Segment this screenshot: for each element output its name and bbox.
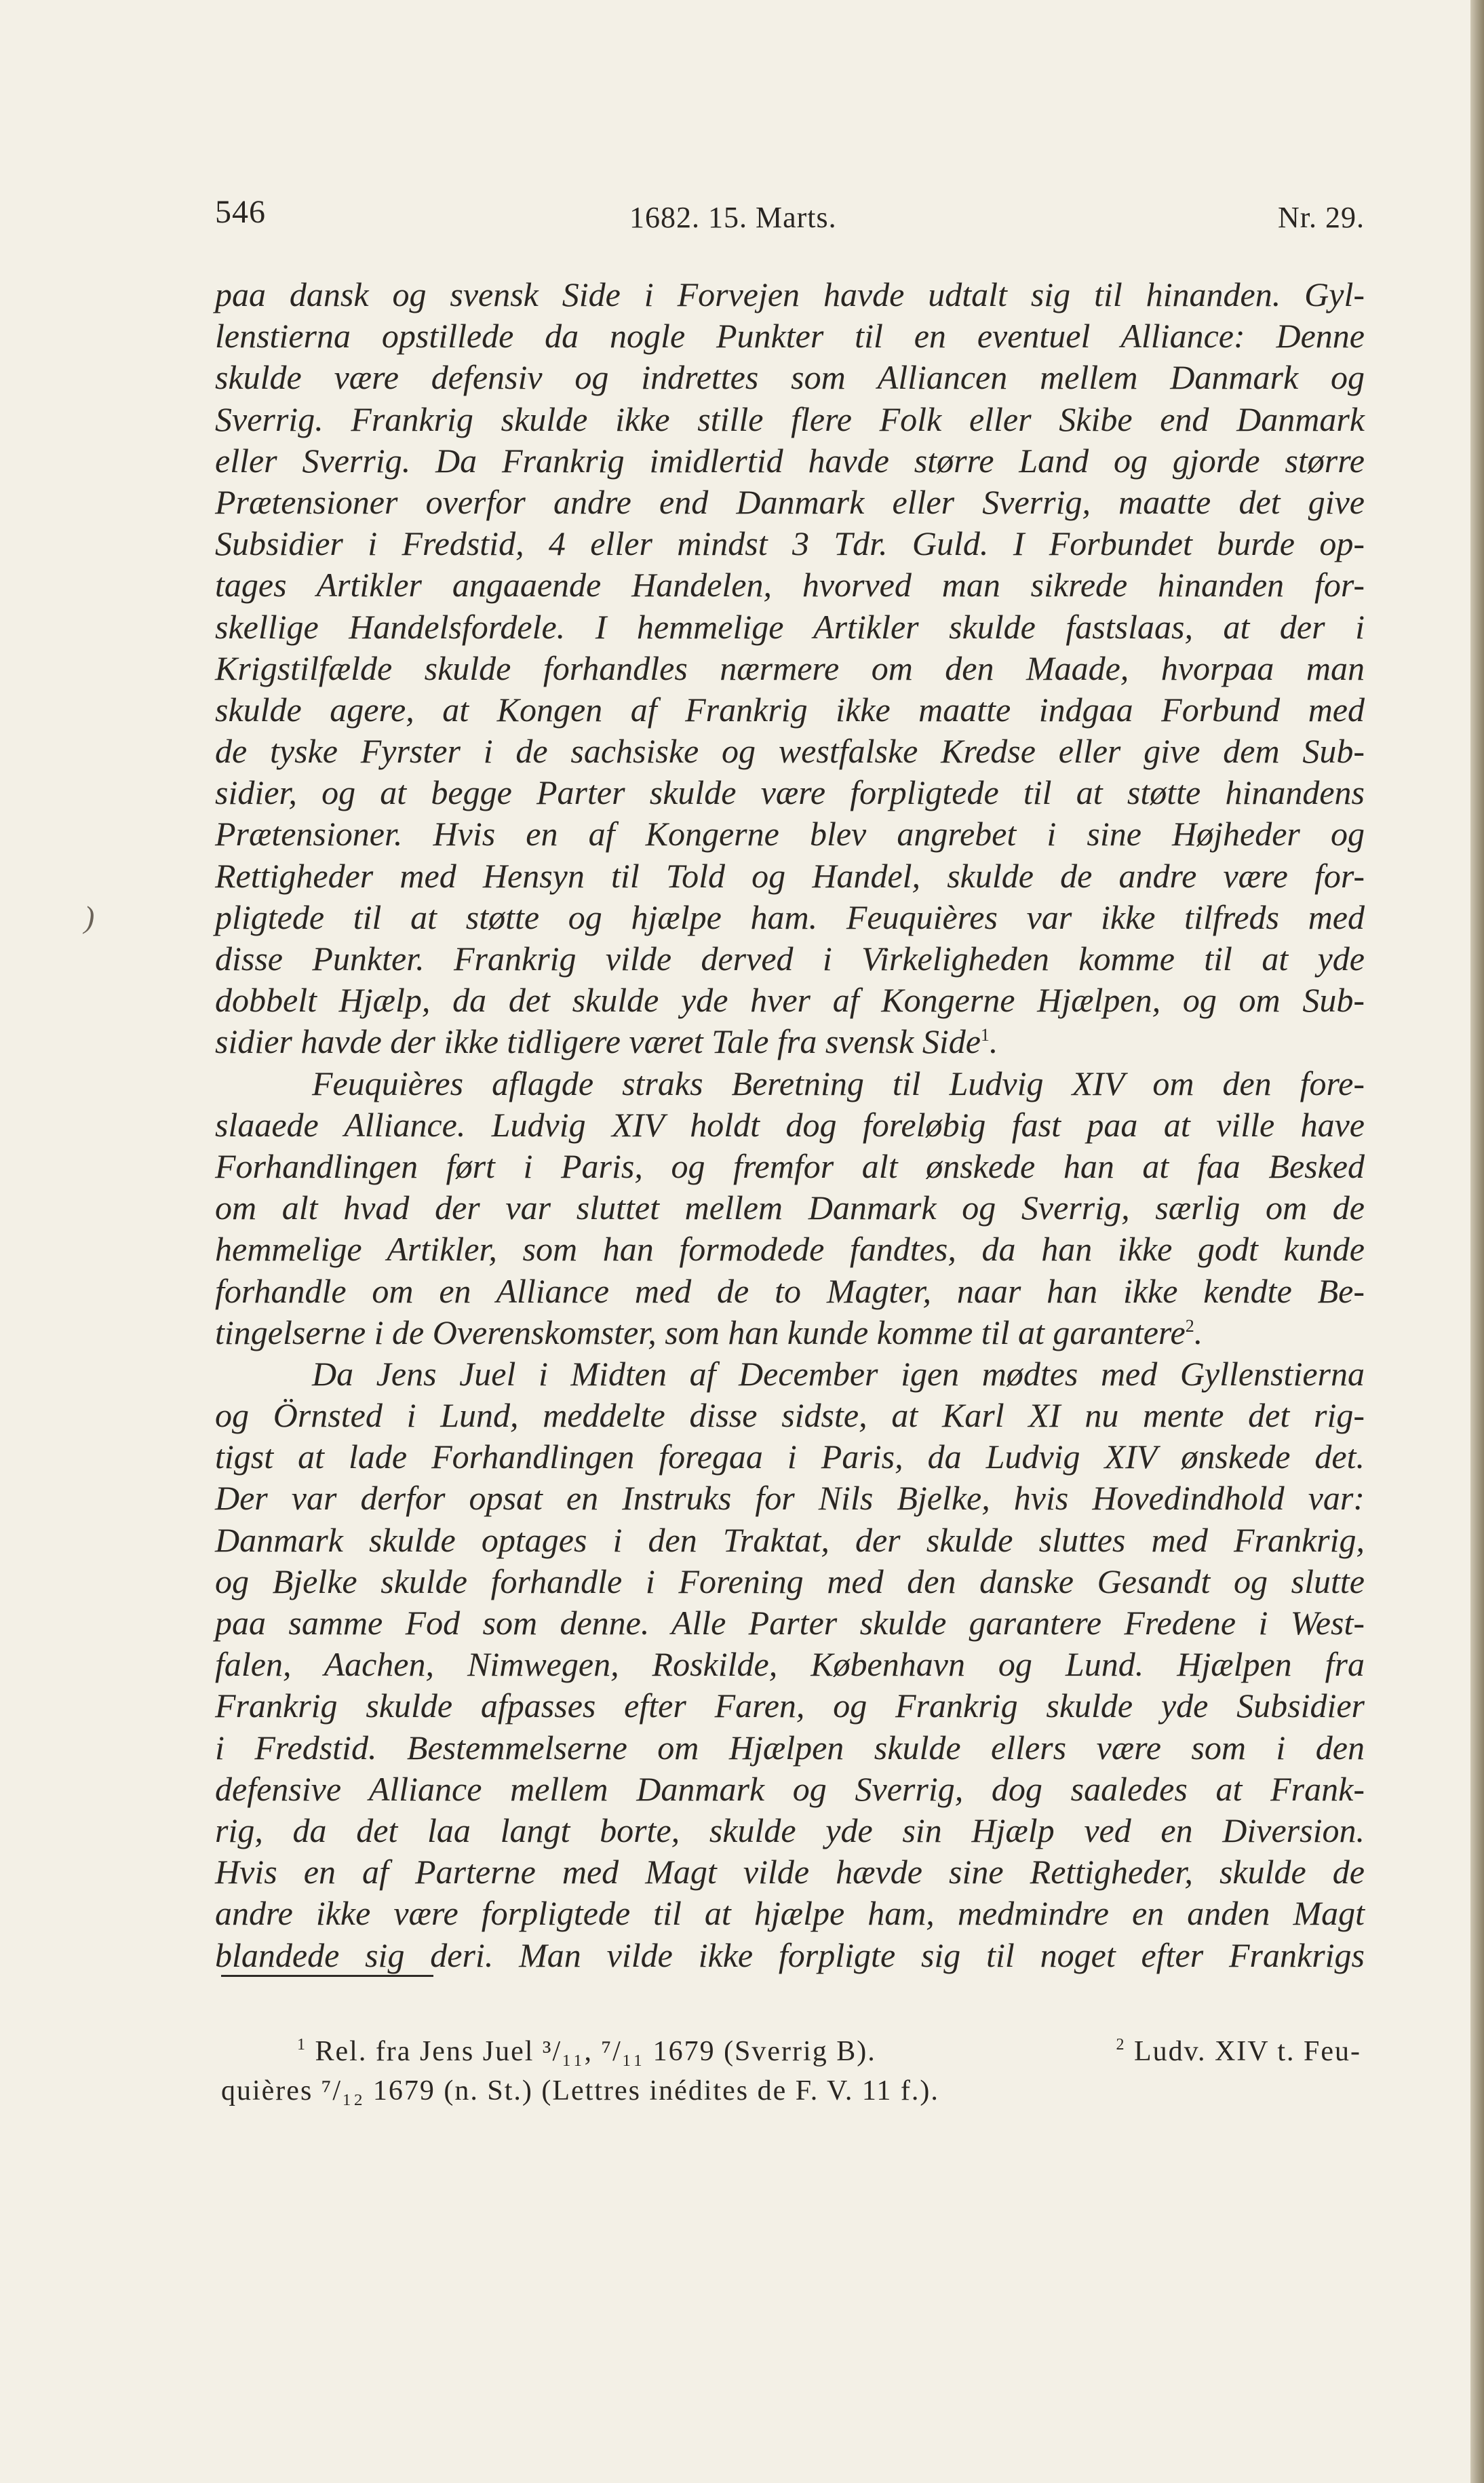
text-line: lenstierna opstillede da nogle Punkter til en eventuel Alliance: Denne (215, 317, 1365, 355)
text-line: Sverrig. Frankrig skulde ikke stille flere Folk eller Skibe end Danmark (215, 400, 1365, 438)
text-line: sidier, og at begge Parter skulde være forpligtede til at støtte hinandens (215, 773, 1365, 812)
page-edge-shadow (1470, 0, 1484, 2483)
text-line: Feuquières aflagde straks Beretning til Ludvig XIV om den fore- (312, 1064, 1365, 1102)
text-line: forhandle om en Alliance med de to Magter, naar han ikke kendte Be- (215, 1271, 1365, 1310)
footnote-ref: 2 (1185, 1315, 1194, 1336)
text-line: hemmelige Artikler, som han formodede fandtes, da han ikke godt kunde (215, 1230, 1365, 1269)
running-header (215, 193, 1365, 248)
page-number: 546 (215, 194, 266, 230)
text-line: Hvis en af Parterne med Magt vilde hævde sine Rettigheder, skulde de (215, 1853, 1365, 1891)
footnote-1-text: Rel. fra Jens Juel ³/₁₁, ⁷/₁₁ 1679 (Sverrig B). (315, 2036, 876, 2067)
text-line: skulde være defensiv og indrettes som Alliancen mellem Danmark og (215, 358, 1365, 397)
text-line: Subsidier i Fredstid, 4 eller mindst 3 Tdr. Guld. I Forbundet burde op- (215, 524, 1365, 563)
footnote-2-mark: 2 (1116, 2036, 1126, 2054)
margin-mark: ) (84, 900, 95, 934)
text-line: slaaede Alliance. Ludvig XIV holdt dog foreløbig fast paa at ville have (215, 1105, 1365, 1144)
footnote-ref: 1 (980, 1025, 990, 1045)
text-line: Prætensioner overfor andre end Danmark eller Sverrig, maatte det give (215, 482, 1365, 521)
text-line: og Bjelke skulde forhandle i Forening med den danske Gesandt og slutte (215, 1562, 1365, 1600)
text-line: defensive Alliance mellem Danmark og Sverrig, dog saaledes at Frank- (215, 1769, 1365, 1808)
text-line-content: sidier havde der ikke tidligere været Tale fra svensk Side (215, 1022, 981, 1061)
footnote-line (221, 2032, 1361, 2071)
text-line: andre ikke være forpligtede til at hjælpe ham, medmindre en anden Magt (215, 1894, 1365, 1933)
text-line: tages Artikler angaaende Handelen, hvorved man sikrede hinanden for- (215, 566, 1365, 604)
footnote-2 (1116, 2032, 1361, 2071)
text-line: skellige Handelsfordele. I hemmelige Artikler skulde fastslaas, at der i (215, 607, 1365, 646)
text-line: Frankrig skulde afpasses efter Faren, og Frankrig skulde yde Subsidier (215, 1687, 1365, 1725)
text-line: skulde agere, at Kongen af Frankrig ikke maatte indgaa Forbund med (215, 690, 1365, 729)
header-date: 1682. 15. Marts. (629, 201, 837, 234)
text-line-content: tingelserne i de Overenskomster, som han kunde komme til at garantere (215, 1313, 1186, 1351)
text-line: paa samme Fod som denne. Alle Parter skulde garantere Fredene i West- (215, 1604, 1365, 1642)
footnote-divider (221, 1975, 433, 1977)
text-line: falen, Aachen, Nimwegen, Roskilde, København og Lund. Hjælpen fra (215, 1645, 1365, 1684)
text-line: Krigstilfælde skulde forhandles nærmere om den Maade, hvorpaa man (215, 649, 1365, 687)
text-line: om alt hvad der var sluttet mellem Danmark og Sverrig, særlig om de (215, 1189, 1365, 1227)
text-line: paa dansk og svensk Side i Forvejen havde udtalt sig til hinanden. Gyl- (215, 275, 1365, 313)
footnotes (221, 2032, 1361, 2111)
text-line: tingelserne i de Overenskomster, som han kunde komme til at garantere$^2$. (215, 1313, 1203, 1351)
text-line: disse Punkter. Frankrig vilde derved i Virkeligheden komme til at yde (215, 940, 1365, 978)
text-line: blandede sig deri. Man vilde ikke forpligte sig til noget efter Frankrigs (215, 1936, 1365, 1974)
text-line: Der var derfor opsat en Instruks for Nils Bjelke, hvis Hovedindhold var: (215, 1479, 1365, 1518)
text-line: Da Jens Juel i Midten af December igen mødtes med Gyllenstierna (312, 1354, 1365, 1393)
text-line: Danmark skulde optages i den Traktat, der skulde sluttes med Frankrig, (215, 1520, 1365, 1559)
footnote-2-text: Ludv. XIV t. Feu- (1134, 2036, 1361, 2067)
text-line: eller Sverrig. Da Frankrig imidlertid havde større Land og gjorde større (215, 441, 1365, 480)
footnote-line: quières ⁷/₁₂ 1679 (n. St.) (Lettres inédites de F. V. 11 f.). (221, 2075, 939, 2106)
text-line: pligtede til at støtte og hjælpe ham. Feuquières var ikke tilfreds med (215, 898, 1365, 936)
text-line: og Örnsted i Lund, meddelte disse sidste, at Karl XI nu mente det rig- (215, 1396, 1365, 1435)
text-line: i Fredstid. Bestemmelserne om Hjælpen skulde ellers være som i den (215, 1728, 1365, 1767)
text-line: Forhandlingen ført i Paris, og fremfor alt ønskede han at faa Besked (215, 1147, 1365, 1185)
text-line: de tyske Fyrster i de sachsiske og westfalske Kredse eller give dem Sub- (215, 732, 1365, 771)
text-line: dobbelt Hjælp, da det skulde yde hver af Kongerne Hjælpen, og om Sub- (215, 981, 1365, 1020)
text-line: Prætensioner. Hvis en af Kongerne blev angrebet i sine Højheder og (215, 815, 1365, 853)
body-text (215, 274, 1365, 1976)
text-line: rig, da det laa langt borte, skulde yde sin Hjælp ved en Diversion. (215, 1811, 1365, 1849)
text-line: sidier havde der ikke tidligere været Tale fra svensk Side$^1$. (215, 1022, 998, 1061)
footnote-1 (297, 2032, 876, 2071)
footnote-1-mark: 1 (297, 2036, 307, 2054)
text-line: tigst at lade Forhandlingen foregaa i Paris, da Ludvig XIV ønskede det. (215, 1438, 1365, 1476)
text-line: Rettigheder med Hensyn til Told og Handel, skulde de andre være for- (215, 856, 1365, 895)
header-document-number: Nr. 29. (1278, 201, 1365, 234)
